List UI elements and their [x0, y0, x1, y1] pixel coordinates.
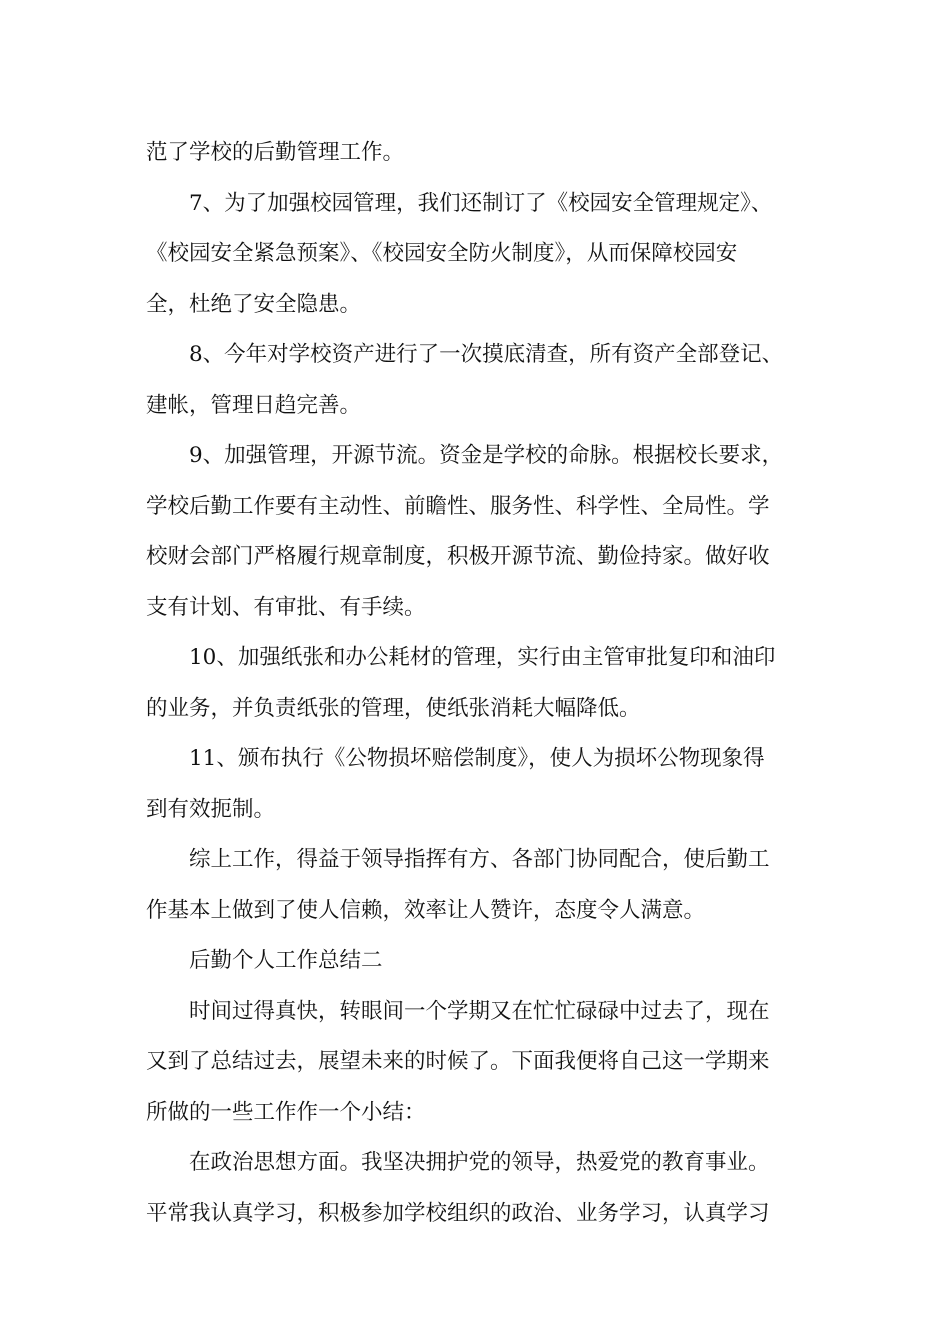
text-line: 8、今年对学校资产进行了一次摸底清查，所有资产全部登记、: [189, 342, 784, 367]
text-line: 全，杜绝了安全隐患。: [146, 291, 362, 317]
text-line: 11、颁布执行《公物损坏赔偿制度》，使人为损坏公物现象得: [189, 746, 765, 771]
section-heading: 后勤个人工作总结二: [189, 948, 383, 973]
text-line: 综上工作，得益于领导指挥有方、各部门协同配合，使后勤工: [189, 847, 770, 872]
text-line: 学校后勤工作要有主动性、前瞻性、服务性、科学性、全局性。学: [146, 493, 770, 519]
text-line: 范了学校的后勤管理工作。: [146, 140, 405, 165]
text-line: 的业务，并负责纸张的管理，使纸张消耗大幅降低。: [146, 695, 641, 721]
text-line: 《校园安全紧急预案》、《校园安全防火制度》，从而保障校园安: [146, 241, 738, 266]
document-body: [146, 128, 810, 1239]
text-line: 到有效扼制。: [146, 796, 276, 822]
text-line: 在政治思想方面。我坚决拥护党的领导，热爱党的教育事业。: [189, 1150, 770, 1175]
text-line: 9、加强管理，开源节流。资金是学校的命脉。根据校长要求，: [189, 443, 784, 468]
text-line: 校财会部门严格履行规章制度，积极开源节流、勤俭持家。做好收: [146, 544, 770, 569]
text-line: 作基本上做到了使人信赖，效率让人赞许，态度令人满意。: [146, 897, 706, 923]
text-line: 10、加强纸张和办公耗材的管理，实行由主管审批复印和油印: [189, 645, 776, 670]
text-line: 7、为了加强校园管理，我们还制订了《校园安全管理规定》、: [189, 190, 773, 216]
text-line: 建帐，管理日趋完善。: [146, 392, 362, 418]
text-line: 所做的一些工作作一个小结：: [146, 1099, 426, 1125]
text-line: 时间过得真快，转眼间一个学期又在忙忙碌碌中过去了，现在: [189, 998, 770, 1024]
text-line: 支有计划、有审批、有手续。: [146, 594, 426, 620]
text-line: 又到了总结过去，展望未来的时候了。下面我便将自己这一学期来: [146, 1049, 770, 1074]
text-line: 平常我认真学习，积极参加学校组织的政治、业务学习，认真学习: [146, 1200, 770, 1226]
